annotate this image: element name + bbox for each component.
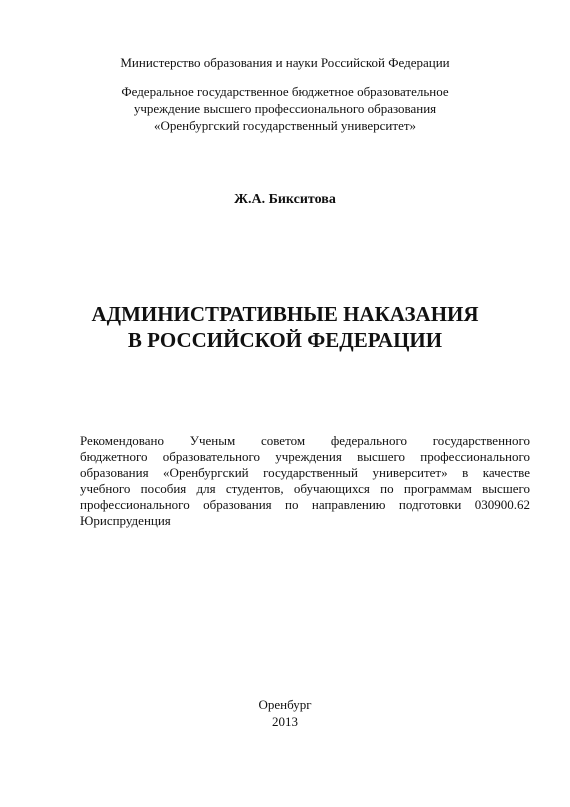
recommendation-paragraph [80,433,530,529]
author-name: Ж.А. Бикситова [234,192,336,207]
recommendation-line-1: Рекомендовано Ученым советом федерального государственного [80,433,530,448]
institution-line-2: учреждение высшего профессионального образования [133,101,437,116]
institution-line-1: Федеральное государственное бюджетное образовательное [121,84,449,99]
ministry-line: Министерство образования и науки Российской Федерации [120,55,450,70]
book-title-line-1: АДМИНИСТРАТИВНЫЕ НАКАЗАНИЯ [91,302,479,326]
publication-city: Оренбург [258,697,312,712]
recommendation-line-6: Юриспруденция [80,513,171,528]
recommendation-line-3: образования «Оренбургский государственный университет» в качестве [80,465,530,480]
recommendation-line-4: учебного пособия для студентов, обучающихся по программам высшего [80,481,530,496]
book-title-line-2: В РОССИЙСКОЙ ФЕДЕРАЦИИ [127,328,443,352]
recommendation-line-5: профессионального образования по направлению подготовки 030900.62 [80,497,530,512]
publication-year: 2013 [272,714,298,729]
institution-line-3: «Оренбургский государственный университет» [153,118,417,133]
recommendation-line-2: бюджетного образовательного учреждения высшего профессионального [80,449,530,464]
